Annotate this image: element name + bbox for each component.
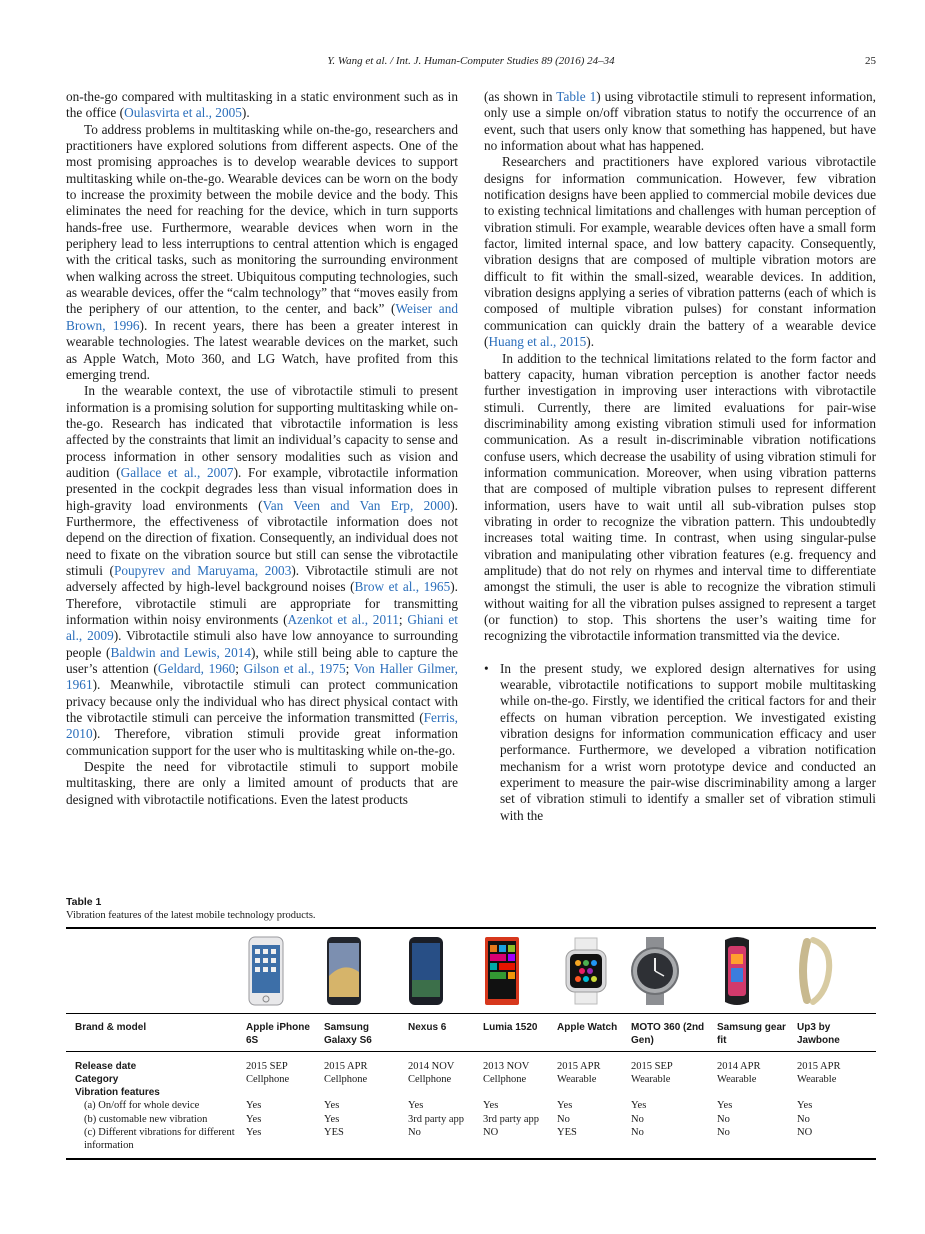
text: ). Therefore, vibration stimuli provide great information communication support for the user who is multitasking while on-the-go. <box>66 726 458 758</box>
table-mid-rule <box>66 1051 876 1052</box>
table-cell: Yes <box>324 1114 340 1125</box>
text: ). <box>586 334 595 350</box>
paragraph <box>484 89 876 154</box>
table-cell: YES <box>557 1127 577 1138</box>
table-cell: No <box>717 1127 730 1138</box>
product-name: Lumia 1520 <box>483 1022 538 1033</box>
table-cell: No <box>557 1114 570 1125</box>
table-cell: Yes <box>483 1100 499 1111</box>
table-cell: No <box>797 1114 810 1125</box>
text: ; <box>345 661 354 677</box>
product-name: Samsung gear fit <box>717 1022 786 1047</box>
text: ). Therefore, vibrotactile stimuli are appropriate for transmitting information within noisy environments ( <box>66 579 458 627</box>
row-label-category: Category <box>75 1074 119 1085</box>
table-cell: Cellphone <box>408 1074 452 1085</box>
running-head <box>66 55 876 71</box>
text: ). In recent years, there has been a greater interest in wearable technologies. The latest wearable devices on the market, such as Apple Watch, Moto 360, and LG Watch, have profited from this emerging trend. <box>66 317 458 382</box>
vibration-features-table <box>66 933 876 1152</box>
table-cell: Wearable <box>557 1074 597 1085</box>
table-cell: 2015 SEP <box>246 1061 288 1072</box>
citation-link[interactable]: Van Veen and Van Erp, 2000 <box>262 497 451 513</box>
table-cell: Yes <box>246 1127 262 1138</box>
product-name: Nexus 6 <box>408 1022 447 1033</box>
text: Despite the need for vibrotactile stimuli to support mobile multitasking, there are only a limited amount of products that are designed with vibrotactile notifications. Even the latest products <box>66 759 458 807</box>
table-header-label: Brand & model <box>75 1022 147 1033</box>
table-caption-text: Vibration features of the latest mobile technology products. <box>66 910 316 921</box>
text: To address problems in multitasking while on-the-go, researchers and practitioners have explored solutions from different aspects. One of the most promising approaches is to develop wearable devices to support multitasking while on-the-go. Wearable devices can be worn on the body to increase the proximity between the mobile device and the body. This eliminates the need for reaching for the device, which in turn supports hands-free use. Furthermore, wearable devices when worn in the periphery lead to less interruptions to central attention which is engaged with the critical tasks, such as monitoring the surrounding environment when walking across the street. Ubiquitous computing technologies, such as wearable devices, offer the “calm technology” that “moves easily from the periphery of our attention, to the center, and back” ( <box>66 121 458 317</box>
table-cell: 2015 APR <box>797 1061 841 1072</box>
iphone-6s-image <box>247 936 285 1006</box>
row-label-feature-c: (c) Different vibrations for different information <box>84 1127 235 1152</box>
bullet-item <box>484 661 876 824</box>
citation-link[interactable]: Geldard, 1960 <box>157 661 236 677</box>
table-cell: 3rd party app <box>483 1114 539 1125</box>
text: ), while still being able to capture the user’s attention ( <box>66 644 458 677</box>
table-bottom-rule <box>66 1158 876 1160</box>
table-cell: Yes <box>631 1100 647 1111</box>
row-label-features: Vibration features <box>75 1087 160 1098</box>
paragraph <box>66 759 458 808</box>
citation-link[interactable]: Ghiani et al., 2009 <box>66 612 458 644</box>
table-cell: Yes <box>797 1100 813 1111</box>
citation-link[interactable]: Weiser and Brown, 1996 <box>66 301 459 333</box>
text: In addition to the technical limitations related to the form factor and battery capacity, human vibration perception is another factor needs further investigation in improving user interactions with vibrotactile stimuli. Currently, there are limited evaluations for pair-wise discriminability among existing vibration stimuli used for information communication. As a result in-discriminable vibration notifications confuse users, which decrease the usability of using vibration stimuli for information communication. Moreover, when using vibration patterns that are composed of multiple vibration pulses to represent different information, users have to wait until all sub-vibration pulses stop vibrating in order to recognize the vibration pattern. This undoubtedly increases total waiting time. In contrast, when using singular-pulse vibration and manipulating other vibration features (e.g. frequency and amplitude) that do not rely on rhymes and interval time to differentiate amongst the stimuli, the user is able to recognize the vibration stimuli without waiting for all the vibration pulses assigned to represent a target (or function) to stop. This shortens the user’s waiting time for recognizing the vibrotactile information transmitted via the device. <box>484 350 876 644</box>
text: In the present study, we explored design alternatives for using wearable, vibrotactile notifications to support mobile multitasking while on-the-go. Firstly, we identified the critical factors for and their effects on human vibration perception. We investigated existing vibration designs for information communication efficacy and user performance. Furthermore, we developed a vibration notification mechanism for a wrist worn prototype device and conducted an experiment to measure the pair-wise discriminability among a larger set of vibration stimuli to identify a smaller set of vibration stimuli with the <box>500 660 876 823</box>
lumia-1520-image <box>484 936 520 1006</box>
gear-fit-image <box>717 936 757 1006</box>
table-cell: No <box>631 1114 644 1125</box>
moto-360-image <box>630 936 680 1006</box>
table-cell: Yes <box>246 1100 262 1111</box>
text: ; <box>398 612 408 627</box>
row-label-feature-b: (b) customable new vibration <box>84 1114 208 1125</box>
product-name: Up3 by Jawbone <box>797 1022 840 1047</box>
table-cell: Yes <box>324 1100 340 1111</box>
table-cell: Yes <box>408 1100 424 1111</box>
citation-link[interactable]: Huang et al., 2015 <box>488 334 587 350</box>
table-cell: NO <box>797 1127 813 1138</box>
product-name: Apple Watch <box>557 1022 618 1033</box>
running-head-text: Y. Wang et al. / Int. J. Human-Computer Studies 89 (2016) 24–34 <box>327 55 615 67</box>
table-cell: 2015 APR <box>557 1061 601 1072</box>
text: ). <box>241 105 250 121</box>
citation-link[interactable]: Gallace et al., 2007 <box>120 464 234 480</box>
citation-link[interactable]: Von Haller Gilmer, 1961 <box>66 661 458 693</box>
text: ). Vibrotactile stimuli also have low annoyance to surrounding people ( <box>66 628 458 660</box>
paragraph <box>484 154 876 350</box>
page-number: 25 <box>865 55 876 67</box>
table-cell: 3rd party app <box>408 1114 464 1125</box>
product-image-row <box>66 933 876 1013</box>
paragraph <box>66 89 458 122</box>
table-cell: Cellphone <box>483 1074 527 1085</box>
table-cell: 2015 SEP <box>631 1061 673 1072</box>
table-cell: YES <box>324 1127 344 1138</box>
citation-link[interactable]: Ferris, 2010 <box>66 710 458 742</box>
row-label-feature-a: (a) On/off for whole device <box>84 1100 200 1111</box>
citation-link[interactable]: Brow et al., 1965 <box>354 579 451 595</box>
table-cell: No <box>717 1114 730 1125</box>
table-cell: Yes <box>246 1114 262 1125</box>
row-label-release: Release date <box>75 1061 137 1072</box>
table-caption <box>66 895 316 923</box>
paragraph <box>484 351 876 645</box>
table-label: Table 1 <box>66 896 102 908</box>
text: ). Furthermore, the effectiveness of vibrotactile information does not depend on the direction of fixation. Consequently, an individual does not need to fixate on the vibration source but still can sense the vibrotactile stimuli ( <box>66 497 459 578</box>
up3-image <box>795 936 839 1006</box>
left-column <box>66 89 458 808</box>
text: ) using vibrotactile stimuli to represent information, only use a simple on/off vibration status to notify the occurrence of an event, such that users only know that something has happened, but have no information about what has happened. <box>484 89 876 154</box>
table-cell: Cellphone <box>324 1074 368 1085</box>
table-cell: 2015 APR <box>324 1061 368 1072</box>
table-cell: Wearable <box>717 1074 757 1085</box>
table-cell: 2014 NOV <box>408 1061 455 1072</box>
text: on-the-go compared with multitasking in a static environment such as in the office ( <box>66 89 458 121</box>
table-cell: NO <box>483 1127 499 1138</box>
table-cell: Yes <box>717 1100 733 1111</box>
galaxy-s6-image <box>325 936 363 1006</box>
paragraph <box>66 383 458 759</box>
bullet-marker: • <box>484 660 489 676</box>
product-name: Apple iPhone 6S <box>246 1022 310 1047</box>
text: ). For example, vibrotactile information presented in the cockpit degrades less than visual information does in high-gravity load environments ( <box>66 464 458 513</box>
table-cell: No <box>408 1127 421 1138</box>
citation-link[interactable]: Poupyrev and Maruyama, 2003 <box>113 562 292 578</box>
text: ). Vibrotactile stimuli are not adversely affected by high-level background noises ( <box>66 562 459 595</box>
table-reference-link[interactable]: Table 1 <box>556 89 597 104</box>
table-cell: 2013 NOV <box>483 1061 530 1072</box>
text: ). Meanwhile, vibrotactile stimuli can protect communication privacy because only the individual who has direct physical contact with the vibrotactile stimuli can perceive the information transmitted ( <box>66 677 458 726</box>
text: Researchers and practitioners have explored various vibrotactile designs for information communication. However, few vibration notification designs have been applied to commercial mobile devices due to existing technical limitations and challenges with human perception of vibration stimuli. For example, wearable devices often have a small form factor, limited internal space, and low battery capacity. Consequently, vibration designs that are composed of multiple vibration motors are difficult to fit within the small-sized, wearable devices. In addition, vibration designs applying a series of vibration patterns (each of which is composed of multiple vibration pulses) for constant information communication can quickly drain the battery of a wearable device ( <box>484 154 876 350</box>
citation-link[interactable]: Gilson et al., 1975 <box>243 661 346 677</box>
right-column <box>484 89 876 824</box>
text: In the wearable context, the use of vibrotactile stimuli to present information is a promising solution for supporting multitasking while on-the-go. Research has indicated that vibrotactile information is less affected by the constraints that limit an individual’s capacity to sense and process information in other sensory modalities such as vision and audition ( <box>66 383 458 480</box>
paragraph <box>66 122 458 384</box>
table-cell: Cellphone <box>246 1074 290 1085</box>
citation-link[interactable]: Azenkot et al., 2011 <box>287 612 399 627</box>
product-name: Samsung Galaxy S6 <box>324 1022 372 1047</box>
citation-link[interactable]: Baldwin and Lewis, 2014 <box>110 644 252 660</box>
table-header-rule <box>66 1013 876 1014</box>
product-name: MOTO 360 (2nd Gen) <box>631 1022 705 1047</box>
table-cell: Yes <box>557 1100 573 1111</box>
table-top-rule <box>66 927 876 929</box>
nexus-6-image <box>408 936 444 1006</box>
table-cell: Wearable <box>797 1074 837 1085</box>
table-cell: Wearable <box>631 1074 671 1085</box>
citation-link[interactable]: Oulasvirta et al., 2005 <box>124 105 242 121</box>
text: (as shown in <box>484 89 557 104</box>
text: ; <box>235 661 244 677</box>
table-cell: 2014 APR <box>717 1061 761 1072</box>
table-cell: No <box>631 1127 644 1138</box>
apple-watch-image <box>560 936 612 1006</box>
